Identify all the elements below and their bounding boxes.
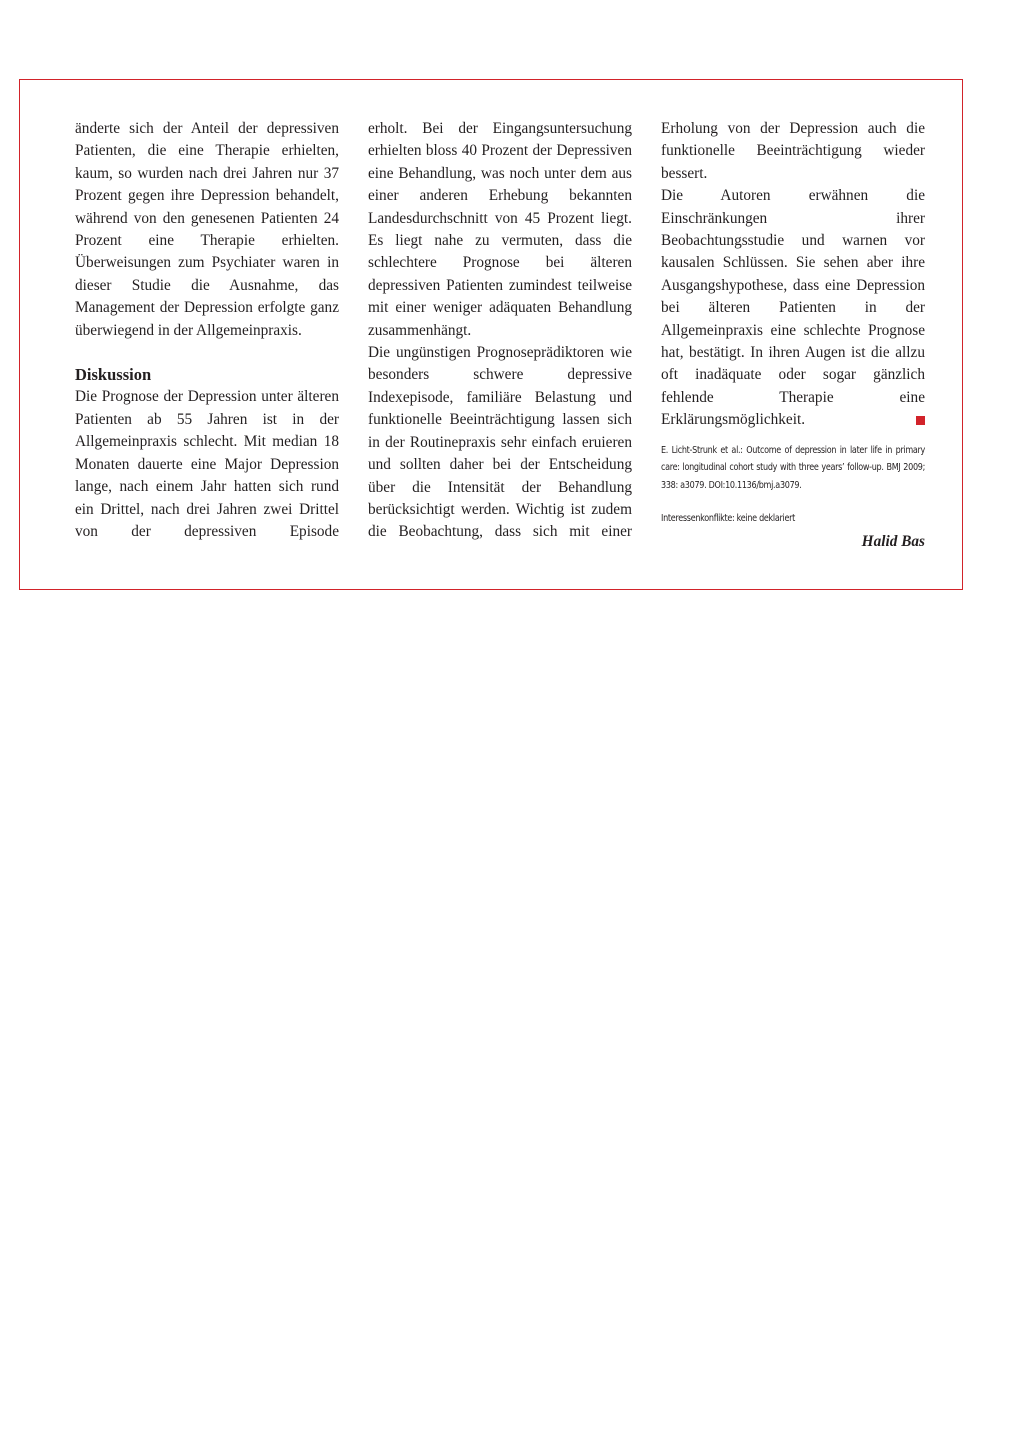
reference-citation: E. Licht-Strunk et al.: Outcome of depression in later life in primary care: longitudinal cohort study with three years’ follow-up. BMJ 2009; 338: a3079. DOI:10.1136/bmj.a3079. [661, 444, 926, 491]
col3-closing-block [661, 185, 925, 431]
col1-paragraph-1: änderte sich der Anteil der depressiven Patienten, die eine Therapie erhielten, kaum, so wurden nach drei Jahren nur 37 Prozent gegen ihre Depression behandelt, während von den genesenen Patienten 24 Prozent eine Therapie erhielten. Überweisungen zum Psychiater waren in dieser Studie die Ausnahme, das Management der Depression erfolgte ganz überwiegend in der Allgemeinpraxis. [75, 120, 339, 339]
conflict-of-interest-note: Interessenkonflikte: keine deklariert [661, 513, 795, 525]
end-square-icon [916, 416, 925, 425]
column-1 [75, 118, 339, 543]
col2-paragraph-2: Die ungünstigen Prognoseprädiktoren wie besonders schwere depressive Indexepisode, familiäre Belastung und funktionelle Beeinträchtigung lassen sich in der Routinepraxis sehr einfach eruieren und sollten daher bei der Entscheidung über die Intensität der Behandlung berücksichtigt werden. Wichtig ist zudem die Beobachtung, dass sich mit einer [368, 344, 632, 541]
section-heading-diskussion: Diskussion [75, 365, 152, 385]
col2-paragraph-1: erholt. Bei der Eingangsuntersuchung erhielten bloss 40 Prozent der Depressiven eine Behandlung, was noch unter dem aus einer anderen Erhebung bekannten Landesdurchschnitt von 45 Prozent liegt. Es liegt nahe zu vermuten, dass die schlechtere Prognose bei älteren depressiven Patienten zumindest teilweise mit einer weniger adäquaten Behandlung zusammenhängt. [368, 120, 632, 339]
col3-paragraph-1: Erholung von der Depression auch die funktionelle Beeinträchtigung wieder bessert. [661, 120, 925, 182]
author-name: Halid Bas [861, 532, 925, 550]
column-3 [661, 118, 925, 553]
column-2 [368, 118, 632, 544]
col1-paragraph-2: Die Prognose der Depression unter älteren Patienten ab 55 Jahren ist in der Allgemeinpraxis schlecht. Mit median 18 Monaten dauerte eine Major Depression lange, nach einem Jahr hatten sich rund ein Drittel, nach drei Jahren zwei Drittel von der depressiven Episode [75, 388, 339, 540]
col3-paragraph-2: Die Autoren erwähnen die Einschränkungen ihrer Beobachtungsstudie und warnen vor kausalen Schlüssen. Sie sehen aber ihre Ausgangshypothese, dass eine Depression bei älteren Patienten in der Allgemeinpraxis eine schlechte Prognose hat, bestätigt. In ihren Augen ist die allzu oft inadäquate oder sogar gänzlich fehlende Therapie eine Erklärungsmöglichkeit. [661, 187, 925, 429]
